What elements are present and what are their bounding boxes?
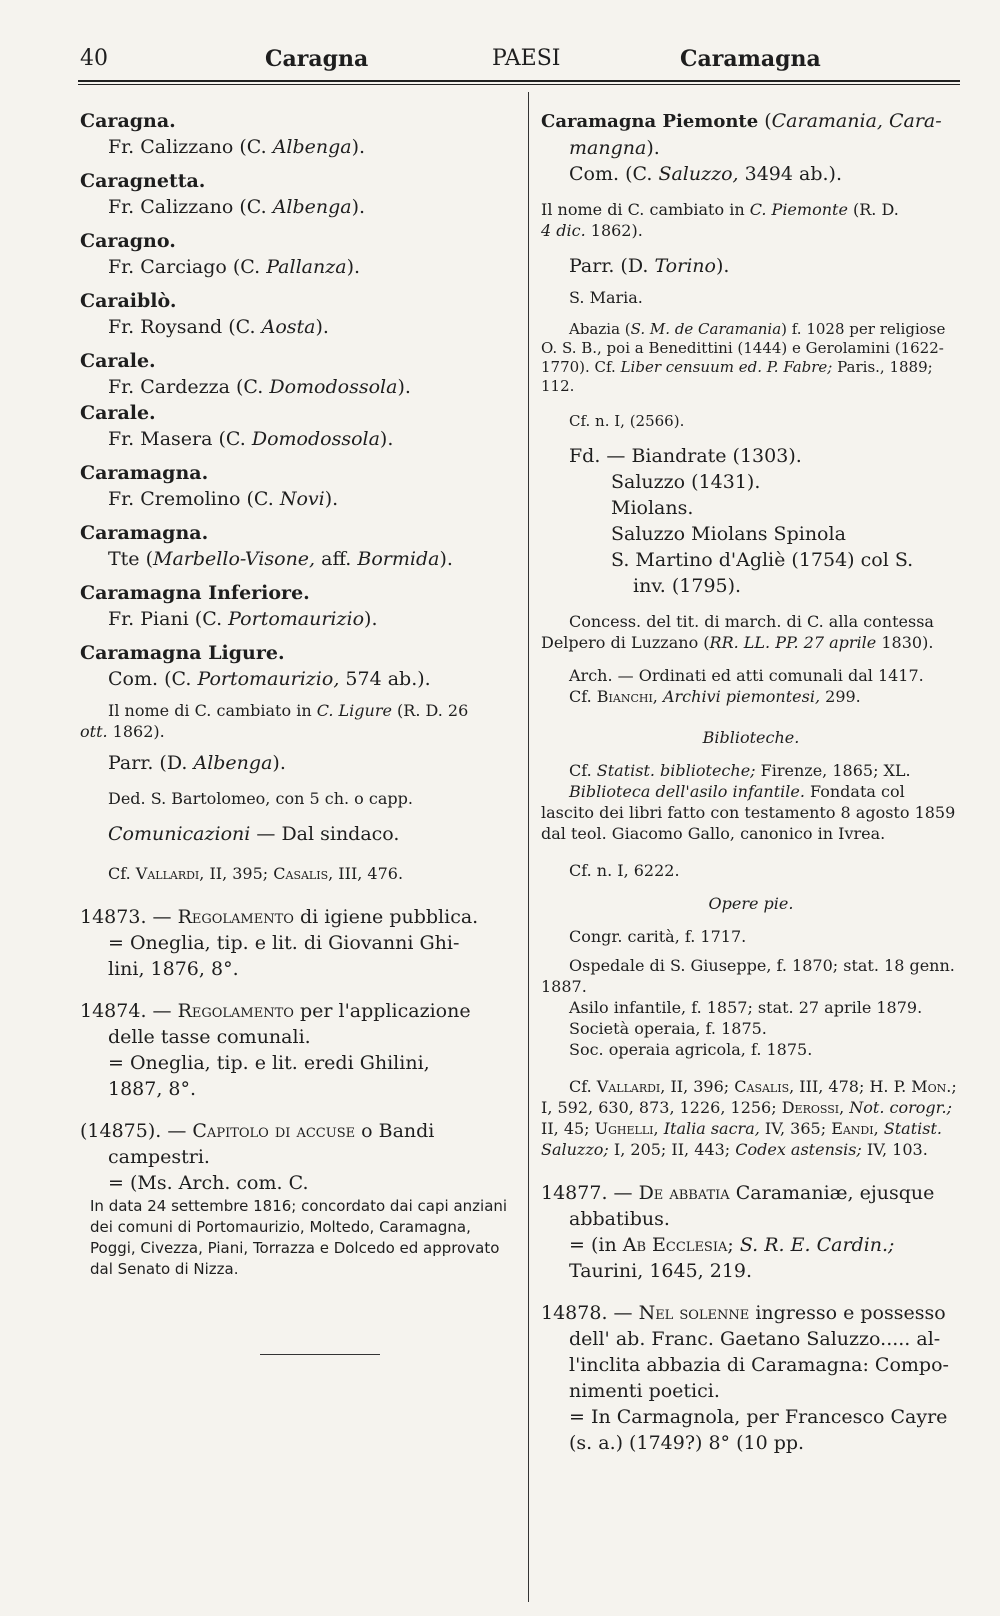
right-column <box>541 108 961 1456</box>
entry-14878-title-cont: dell' ab. Franc. Gaetano Saluzzo..... al- <box>569 1328 941 1350</box>
left-column <box>80 108 520 1280</box>
library-note: Biblioteca dell'asilo infantile. Fondata col lascito dei libri fatto con testamento 8 agosto 1859 dal teol. Giacomo Gallo, canonico in Ivrea. <box>541 782 956 843</box>
entry-14875-title-cont: campestri. <box>108 1146 210 1168</box>
end-rule <box>260 1354 380 1355</box>
entry-14873-imprint: = Oneglia, tip. e lit. di Giovanni Ghi- <box>108 932 460 954</box>
entry-line: Fr. Roysand (C. Aosta). <box>108 316 329 338</box>
fiefs-line: Saluzzo (1431). <box>611 471 761 493</box>
page-number: 40 <box>80 46 108 71</box>
section-title: Biblioteche. <box>702 728 800 747</box>
entry-heading-cont: mangna). <box>569 137 660 159</box>
entry-heading: Caramagna Inferiore. <box>80 582 310 604</box>
entry-heading: Caraiblò. <box>80 290 177 312</box>
cross-reference: Cf. n. I, (2566). <box>569 412 685 430</box>
concession-note: Concess. del tit. di march. di C. alla contessa Delpero di Luzzano (RR. LL. PP. 27 aprile 1830). <box>541 612 934 652</box>
reference-block: Cf. Vallardi, II, 396; Casalis, III, 478; H. P. Mon.; I, 592, 630, 873, 1226, 1256; Derossi, Not. corogr.; II, 45; Ughelli, Italia sacra, IV, 365; Eandi, Statist. Saluzzo; I, 205; II, 443; Codex astensis; IV, 103. <box>541 1077 957 1159</box>
entry-14878-imprint: (s. a.) (1749?) 8° (10 pp. <box>569 1432 805 1454</box>
reference-line: Cf. Vallardi, II, 395; Casalis, III, 476. <box>108 864 404 883</box>
entry-14874-imprint: 1887, 8°. <box>108 1078 197 1100</box>
entry-14878-imprint: = In Carmagnola, per Francesco Cayre <box>569 1406 948 1428</box>
entry-14875-imprint: = (Ms. Arch. com. C. <box>108 1172 309 1194</box>
entry-14875-title: (14875). — Capitolo di accuse o Bandi <box>80 1120 435 1142</box>
header-rule <box>78 80 960 82</box>
entry-14878-title: 14878. — Nel solenne ingresso e possesso <box>541 1302 946 1324</box>
entry-14873-title: 14873. — Regolamento di igiene pubblica. <box>80 906 479 928</box>
archive-line: Arch. — Ordinati ed atti comunali dal 1417. <box>569 666 924 685</box>
name-change-note: 4 dic. 1862). <box>541 221 643 240</box>
parish-line: Parr. (D. Albenga). <box>108 752 286 774</box>
entry-line: Fr. Cardezza (C. Domodossola). <box>108 376 411 398</box>
entry-line: Fr. Masera (C. Domodossola). <box>108 428 394 450</box>
entry-line: Fr. Carciago (C. Pallanza). <box>108 256 361 278</box>
fiefs-line: S. Martino d'Agliè (1754) col S. <box>611 549 914 571</box>
name-change-note: Il nome di C. cambiato in C. Piemonte (R. D. <box>541 200 899 219</box>
entry-line: Fr. Cremolino (C. Novi). <box>108 488 339 510</box>
header-rule-thin <box>78 84 960 85</box>
entry-line: Com. (C. Portomaurizio, 574 ab.). <box>108 668 431 690</box>
abbey-note: Abazia (S. M. de Caramania) f. 1028 per religiose O. S. B., poi a Benedittini (1444) e Gerolamini (1622-1770). Cf. Liber censuum ed. P. Fabre; Paris., 1889; 112. <box>541 320 946 395</box>
header-left-word: Caragna <box>265 46 369 72</box>
entry-line: Fr. Calizzano (C. Albenga). <box>108 136 366 158</box>
column-divider <box>528 92 529 1602</box>
parish-saint: S. Maria. <box>569 288 643 307</box>
charity-line: Società operaia, f. 1875. <box>569 1019 767 1038</box>
dedication-line: Ded. S. Bartolomeo, con 5 ch. o capp. <box>108 789 413 808</box>
entry-line: Fr. Piani (C. Portomaurizio). <box>108 608 378 630</box>
library-reference: Cf. Statist. biblioteche; Firenze, 1865; XL. <box>569 761 911 780</box>
entry-14877-title: 14877. — De abbatia Caramaniæ, ejusque <box>541 1182 935 1204</box>
entry-14877-title-cont: abbatibus. <box>569 1208 670 1230</box>
fiefs-line: Fd. — Biandrate (1303). <box>569 445 802 467</box>
entry-14878-title-cont: nimenti poetici. <box>569 1380 720 1402</box>
entry-14877-imprint: = (in Ab Ecclesia; S. R. E. Cardin.; <box>569 1234 895 1256</box>
entry-heading: Caramagna. <box>80 522 209 544</box>
header-center-word: PAESI <box>492 46 561 71</box>
entry-heading: Carale. <box>80 350 156 372</box>
communications-line: Comunicazioni — Dal sindaco. <box>108 823 400 845</box>
charity-line: Congr. carità, f. 1717. <box>569 927 747 946</box>
entry-14873-imprint: lini, 1876, 8°. <box>108 958 239 980</box>
header-right-word: Caramagna <box>680 46 821 72</box>
fiefs-line: Miolans. <box>611 497 694 519</box>
entry-14877-imprint: Taurini, 1645, 219. <box>569 1260 753 1282</box>
parish-line: Parr. (D. Torino). <box>569 255 730 277</box>
charity-line: Asilo infantile, f. 1857; stat. 27 aprile 1879. <box>569 998 923 1017</box>
fiefs-line: inv. (1795). <box>633 575 742 597</box>
entry-line: Tte (Marbello-Visone, aff. Bormida). <box>108 548 453 570</box>
entry-heading: Caragnetta. <box>80 170 206 192</box>
entry-heading: Caragna. <box>80 110 176 132</box>
name-change-note: Il nome di C. cambiato in C. Ligure (R. D. 26 <box>108 701 469 720</box>
entry-heading: Caramagna Ligure. <box>80 642 285 664</box>
entry-14874-title-cont: delle tasse comunali. <box>108 1026 311 1048</box>
entry-heading: Carale. <box>80 402 156 424</box>
running-header <box>80 42 960 78</box>
entry-line: Fr. Calizzano (C. Albenga). <box>108 196 366 218</box>
entry-14875-note: In data 24 settembre 1816; concordato dai capi anziani dei comuni di Portomaurizio, Moltedo, Caramagna, Poggi, Civezza, Piani, Torrazza e Dolcedo ed approvato dal Senato di Nizza. <box>90 1197 508 1278</box>
entry-14874-title: 14874. — Regolamento per l'applicazione <box>80 1000 471 1022</box>
cross-reference: Cf. n. I, 6222. <box>569 861 680 880</box>
entry-14878-title-cont: l'inclita abbazia di Caramagna: Compo- <box>569 1354 949 1376</box>
entry-heading: Caragno. <box>80 230 176 252</box>
archive-reference: Cf. Bianchi, Archivi piemontesi, 299. <box>569 687 861 706</box>
charity-line: 1887. <box>541 977 587 996</box>
fiefs-line: Saluzzo Miolans Spinola <box>611 523 846 545</box>
name-change-note: ott. 1862). <box>80 722 165 741</box>
entry-heading: Caramagna Piemonte (Caramania, Cara- <box>541 110 942 132</box>
charity-line: Soc. operaia agricola, f. 1875. <box>569 1040 813 1059</box>
charity-line: Ospedale di S. Giuseppe, f. 1870; stat. 18 genn. <box>569 956 955 975</box>
section-title: Opere pie. <box>708 894 794 913</box>
entry-heading: Caramagna. <box>80 462 209 484</box>
entry-line: Com. (C. Saluzzo, 3494 ab.). <box>569 163 843 185</box>
entry-14874-imprint: = Oneglia, tip. e lit. eredi Ghilini, <box>108 1052 430 1074</box>
